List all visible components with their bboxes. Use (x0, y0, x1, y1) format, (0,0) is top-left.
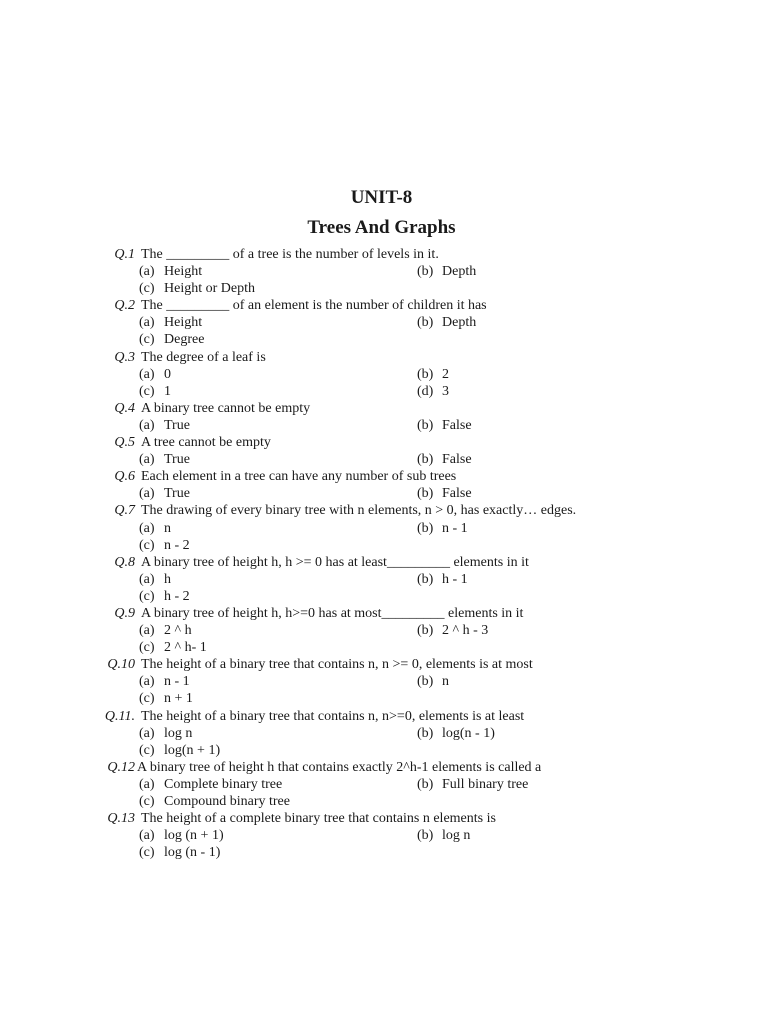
answer-option (139, 588, 190, 605)
question-number: Q.3 (114, 349, 135, 365)
question-row (0, 656, 768, 673)
answer-option (139, 366, 171, 383)
option-text: Height or Depth (164, 281, 255, 297)
answer-option (139, 520, 171, 537)
option-text: 2 (442, 366, 449, 382)
question-row (0, 246, 768, 263)
option-row (0, 280, 768, 297)
option-letter: (c) (139, 332, 155, 348)
option-row (0, 844, 768, 861)
answer-option (139, 725, 192, 742)
option-row (0, 383, 768, 400)
option-letter: (a) (139, 366, 155, 382)
option-text: False (442, 486, 472, 502)
option-text: n - 1 (164, 674, 190, 690)
option-row (0, 417, 768, 434)
option-text: 2 ^ h - 3 (442, 623, 489, 639)
option-letter: (a) (139, 417, 155, 433)
question-number: Q.10 (107, 657, 135, 673)
chapter-title: Trees And Graphs (307, 217, 456, 238)
option-row (0, 776, 768, 793)
answer-option (417, 314, 476, 331)
option-text: Full binary tree (442, 776, 529, 792)
answer-option (417, 520, 468, 537)
option-letter: (a) (139, 725, 155, 741)
question-text: A tree cannot be empty (141, 435, 271, 451)
question-row (0, 810, 768, 827)
option-letter: (b) (417, 623, 434, 639)
option-letter: (c) (139, 742, 155, 758)
answer-option (139, 314, 202, 331)
option-letter: (b) (417, 828, 434, 844)
option-letter: (c) (139, 537, 155, 553)
option-letter: (c) (139, 383, 155, 399)
option-letter: (b) (417, 417, 434, 433)
option-letter: (a) (139, 776, 155, 792)
option-text: True (164, 486, 190, 502)
option-letter: (a) (139, 674, 155, 690)
option-letter: (a) (139, 452, 155, 468)
question-row (0, 708, 768, 725)
option-text: False (442, 452, 472, 468)
option-text: Depth (442, 264, 477, 280)
question-text: Each element in a tree can have any number of sub trees (141, 469, 457, 485)
answer-option (139, 331, 204, 348)
option-letter: (c) (139, 281, 155, 297)
option-row (0, 331, 768, 348)
option-text: log(n + 1) (164, 742, 221, 758)
option-letter: (b) (417, 674, 434, 690)
option-letter: (b) (417, 264, 434, 280)
option-text: True (164, 452, 190, 468)
question-row (0, 759, 768, 776)
answer-option (139, 280, 255, 297)
option-row (0, 485, 768, 502)
answer-option (139, 383, 171, 400)
option-letter: (b) (417, 776, 434, 792)
option-letter: (a) (139, 315, 155, 331)
question-text: A binary tree cannot be empty (141, 400, 311, 416)
question-row (0, 605, 768, 622)
option-text: Height (164, 264, 203, 280)
question-text: The _________ of a tree is the number of levels in it. (141, 247, 439, 262)
option-text: Depth (442, 315, 477, 331)
option-text: n - 2 (164, 537, 190, 553)
option-row (0, 314, 768, 331)
answer-option (139, 793, 290, 810)
option-text: n - 1 (442, 520, 468, 536)
answer-option (417, 776, 528, 793)
option-letter: (c) (139, 691, 155, 707)
answer-option (139, 690, 193, 707)
question-row (0, 349, 768, 366)
option-letter: (a) (139, 623, 155, 639)
option-letter: (b) (417, 315, 434, 331)
question-row (0, 554, 768, 571)
question-text: The _________ of an element is the number of children it has (141, 298, 487, 314)
question-number: Q.9 (114, 605, 135, 621)
option-text: log (n + 1) (164, 828, 224, 844)
question-number: Q.5 (114, 435, 135, 451)
answer-option (417, 827, 470, 844)
option-text: 1 (164, 383, 171, 399)
answer-option (417, 366, 449, 383)
unit-title: UNIT-8 (350, 187, 413, 208)
answer-option (417, 383, 449, 400)
answer-option (417, 451, 472, 468)
answer-option (417, 417, 472, 434)
answer-option (417, 622, 488, 639)
option-row (0, 263, 768, 280)
option-letter: (c) (139, 640, 155, 656)
question-row (0, 468, 768, 485)
answer-option (417, 485, 472, 502)
answer-option (139, 263, 202, 280)
answer-option (417, 571, 468, 588)
option-row (0, 827, 768, 844)
question-text: The degree of a leaf is (141, 349, 266, 365)
question-number: Q.1 (114, 247, 135, 262)
option-text: log(n - 1) (442, 725, 495, 741)
option-row (0, 742, 768, 759)
option-letter: (b) (417, 725, 434, 741)
option-letter: (c) (139, 845, 155, 861)
option-letter: (a) (139, 571, 155, 587)
option-row (0, 639, 768, 656)
option-text: n (442, 674, 449, 690)
option-row (0, 725, 768, 742)
question-number: Q.2 (114, 298, 135, 314)
question-number: Q.12 (107, 759, 135, 775)
option-letter: (b) (417, 366, 434, 382)
question-number: Q.11. (104, 708, 135, 724)
option-row (0, 588, 768, 605)
answer-option (139, 485, 190, 502)
question-text: A binary tree of height h that contains exactly 2^h-1 elements is called a (137, 759, 542, 775)
option-text: Complete binary tree (164, 776, 283, 792)
question-text: A binary tree of height h, h >= 0 has at least_________ elements in it (141, 554, 529, 570)
option-text: n (164, 520, 171, 536)
answer-option (139, 571, 171, 588)
option-row (0, 366, 768, 383)
option-text: h - 2 (164, 588, 190, 604)
option-letter: (b) (417, 520, 434, 536)
option-row (0, 451, 768, 468)
option-row (0, 690, 768, 707)
question-number: Q.7 (114, 503, 135, 519)
answer-option (139, 827, 224, 844)
question-text: A binary tree of height h, h>=0 has at most_________ elements in it (141, 605, 524, 621)
option-letter: (a) (139, 828, 155, 844)
option-row (0, 673, 768, 690)
question-number: Q.6 (114, 469, 135, 485)
option-letter: (c) (139, 794, 155, 809)
question-number: Q.13 (107, 811, 135, 827)
answer-option (139, 673, 190, 690)
option-letter: (b) (417, 452, 434, 468)
answer-option (139, 622, 192, 639)
question-list (0, 246, 768, 861)
option-text: Degree (164, 332, 205, 348)
option-text: h - 1 (442, 571, 468, 587)
option-letter: (a) (139, 264, 155, 280)
option-row (0, 622, 768, 639)
option-letter: (b) (417, 486, 434, 502)
option-text: 0 (164, 366, 171, 382)
answer-option (139, 844, 220, 861)
option-row (0, 537, 768, 554)
answer-option (139, 451, 190, 468)
answer-option (139, 742, 220, 759)
option-text: h (164, 571, 171, 587)
option-letter: (a) (139, 486, 155, 502)
option-letter: (b) (417, 571, 434, 587)
option-text: True (164, 417, 190, 433)
question-row (0, 434, 768, 451)
answer-option (139, 417, 190, 434)
answer-option (417, 725, 495, 742)
option-text: log (n - 1) (164, 845, 221, 861)
question-text: The drawing of every binary tree with n elements, n > 0, has exactly… edges. (141, 503, 577, 519)
option-text: 2 ^ h- 1 (164, 640, 207, 656)
option-text: log n (164, 725, 193, 741)
question-row (0, 297, 768, 314)
option-text: Compound binary tree (164, 794, 290, 809)
option-letter: (a) (139, 520, 155, 536)
option-letter: (d) (417, 383, 434, 399)
answer-option (139, 776, 282, 793)
question-row (0, 502, 768, 519)
option-row (0, 571, 768, 588)
answer-option (139, 639, 207, 656)
question-text: The height of a complete binary tree that contains n elements is (141, 811, 496, 827)
option-text: Height (164, 315, 203, 331)
answer-option (417, 263, 476, 280)
answer-option (139, 537, 190, 554)
question-text: The height of a binary tree that contains n, n >= 0, elements is at most (141, 657, 533, 673)
question-row (0, 400, 768, 417)
option-row (0, 520, 768, 537)
option-text: log n (442, 828, 471, 844)
question-number: Q.8 (114, 554, 135, 570)
option-text: 2 ^ h (164, 623, 192, 639)
option-text: False (442, 417, 472, 433)
option-text: 3 (442, 383, 449, 399)
question-text: The height of a binary tree that contains n, n>=0, elements is at least (141, 708, 525, 724)
question-number: Q.4 (114, 400, 135, 416)
answer-option (417, 673, 449, 690)
option-row (0, 793, 768, 810)
option-letter: (c) (139, 588, 155, 604)
option-text: n + 1 (164, 691, 193, 707)
